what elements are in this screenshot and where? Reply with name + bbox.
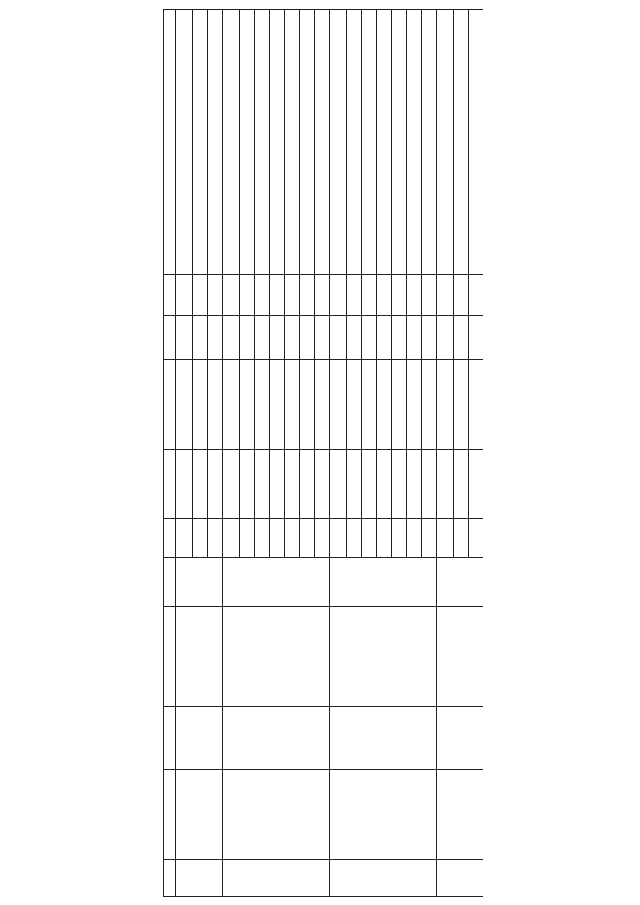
row-rule	[391, 10, 392, 558]
row-rule	[269, 10, 270, 558]
row-rule	[299, 10, 300, 558]
row-rule	[254, 10, 255, 558]
row-rule	[468, 10, 469, 558]
row-rule	[453, 10, 454, 558]
column-rule	[163, 706, 483, 707]
block-rule	[329, 10, 330, 897]
column-rule	[163, 274, 483, 275]
row-rule	[239, 10, 240, 558]
row-rule	[314, 10, 315, 558]
table-top-border	[163, 10, 164, 897]
row-rule	[346, 10, 347, 558]
column-rule	[163, 896, 483, 897]
row-rule	[406, 10, 407, 558]
column-rule	[163, 315, 483, 316]
row-rule	[376, 10, 377, 558]
row-rule	[192, 10, 193, 558]
column-rule	[163, 769, 483, 770]
block-rule	[222, 10, 223, 897]
column-rule	[163, 859, 483, 860]
column-rule	[163, 606, 483, 607]
block-rule	[436, 10, 437, 897]
row-rule	[361, 10, 362, 558]
table-header-separator	[175, 10, 176, 897]
row-rule	[284, 10, 285, 558]
column-rule	[163, 449, 483, 450]
column-rule	[163, 557, 483, 558]
column-rule	[163, 359, 483, 360]
row-rule	[421, 10, 422, 558]
row-rule	[207, 10, 208, 558]
column-rule	[163, 9, 483, 10]
column-rule	[163, 518, 483, 519]
